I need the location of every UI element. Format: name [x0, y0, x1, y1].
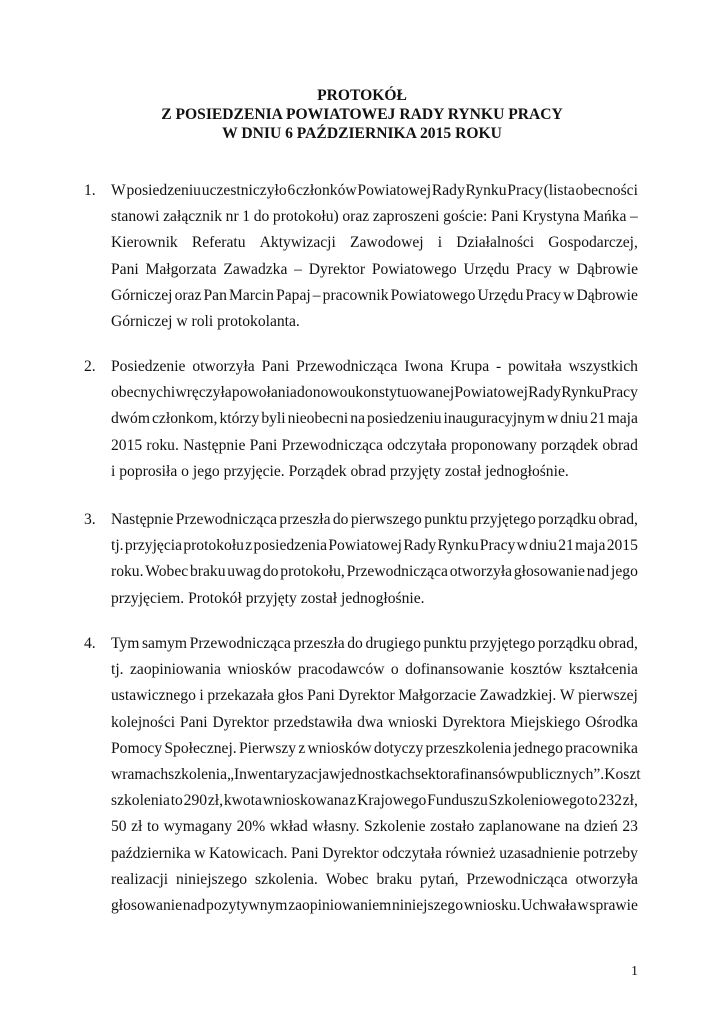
text-line: Pomocy Społecznej. Pierwszy z wniosków dotyczy przeszkolenia jednego pracownika: [111, 739, 638, 757]
page-number: 1: [631, 964, 638, 979]
text-line: i poprosiła o jego przyjęcie. Porządek obrad przyjęty został jednogłośnie.: [111, 462, 569, 480]
item-number: 3.: [84, 511, 96, 528]
item-number: 2.: [84, 358, 96, 375]
text-line: Następnie Przewodnicząca przeszła do pierwszego punktu przyjętego porządku obrad,: [111, 511, 638, 528]
text-line: głosowanie nad pozytywnym zaopiniowaniem niniejszego wniosku. Uchwała w sprawie: [111, 897, 638, 915]
agenda-item-1: [84, 178, 638, 335]
text-line: W posiedzeniu uczestniczyło 6 członków Powiatowej Rady Rynku Pracy (lista obecności: [111, 182, 638, 199]
item-number: 1.: [84, 182, 96, 199]
agenda-item-2: [84, 354, 638, 485]
title-line-2: Z POSIEDZENIA POWIATOWEJ RADY RYNKU PRACY: [161, 106, 563, 123]
item-number: 4.: [84, 635, 96, 652]
text-line: tj. przyjęcia protokołu z posiedzenia Powiatowej Rady Rynku Pracy w dniu 21 maja 2015: [111, 537, 638, 555]
text-line: w ramach szkolenia „Inwentaryzacja w jednostkach sektora finansów publicznych”. Koszt: [111, 766, 641, 784]
text-line: 50 zł to wymagany 20% wkład własny. Szkolenie zostało zaplanowane na dzień 23: [111, 818, 638, 836]
item-body: [111, 507, 638, 612]
text-line: 2015 roku. Następnie Pani Przewodnicząca odczytała proponowany porządek obrad: [111, 436, 638, 454]
text-line: stanowi załącznik nr 1 do protokołu) oraz zaproszeni goście: Pani Krystyna Mańka –: [111, 208, 638, 226]
text-line: przyjęciem. Protokół przyjęty został jednogłośnie.: [111, 589, 425, 607]
item-body: [111, 354, 638, 485]
document-title: [0, 86, 724, 143]
text-line: Posiedzenie otworzyła Pani Przewodnicząca Iwona Krupa - powitała wszystkich: [111, 358, 638, 375]
text-line: ustawicznego i przekazała głos Pani Dyrektor Małgorzacie Zawadzkiej. W pierwszej: [111, 687, 638, 705]
text-line: Górniczej oraz Pan Marcin Papaj – pracownik Powiatowego Urzędu Pracy w Dąbrowie: [111, 286, 638, 304]
text-line: Tym samym Przewodnicząca przeszła do drugiego punktu przyjętego porządku obrad,: [111, 635, 638, 652]
text-line: października w Katowicach. Pani Dyrektor odczytała również uzasadnienie potrzeby: [111, 844, 638, 862]
text-line: roku. Wobec braku uwag do protokołu, Przewodnicząca otworzyła głosowanie nad jego: [111, 563, 638, 581]
text-line: Kierownik Referatu Aktywizacji Zawodowej i Działalności Gospodarczej,: [111, 234, 638, 252]
text-line: szkolenia to 290 zł, kwota wnioskowana z Krajowego Funduszu Szkoleniowego to 232 zł,: [111, 792, 638, 810]
agenda-item-4: [84, 631, 641, 919]
title-line-1: PROTOKÓŁ: [317, 87, 407, 104]
text-line: Pani Małgorzata Zawadzka – Dyrektor Powiatowego Urzędu Pracy w Dąbrowie: [111, 260, 638, 278]
text-line: tj. zaopiniowania wniosków pracodawców o dofinansowanie kosztów kształcenia: [111, 661, 638, 679]
item-body: [111, 631, 641, 919]
agenda-item-3: [84, 507, 638, 612]
text-line: Górniczej w roli protokolanta.: [111, 313, 300, 331]
text-line: dwóm członkom, którzy byli nieobecni na posiedzeniu inauguracyjnym w dniu 21 maja: [111, 410, 638, 428]
text-line: realizacji niniejszego szkolenia. Wobec braku pytań, Przewodnicząca otworzyła: [111, 870, 638, 888]
text-line: obecnych i wręczyła powołania do nowo ukonstytuowanej Powiatowej Rady Rynku Pracy: [111, 384, 638, 402]
item-body: [111, 178, 638, 335]
title-line-3: W DNIU 6 PAŹDZIERNIKA 2015 ROKU: [222, 125, 502, 142]
text-line: kolejności Pani Dyrektor przedstawiła dwa wnioski Dyrektora Miejskiego Ośrodka: [111, 713, 638, 731]
